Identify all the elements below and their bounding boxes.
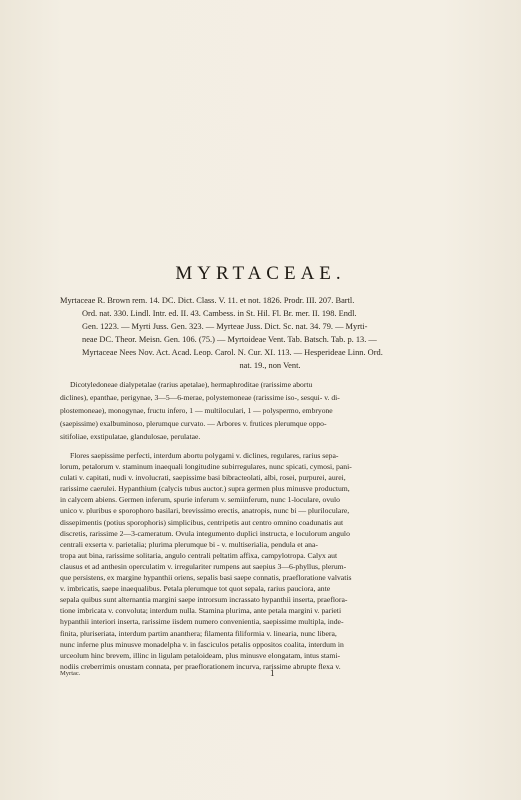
diagnosis-line: sitifoliae, exstipulatae, glandulosae, perulatae. (60, 432, 201, 442)
body-line: tione imbricata v. convoluta; interdum nulla. Stamina plurima, ante petala margini v. parieti (60, 606, 342, 616)
synonymy-line: nat. 19., non Vent. (239, 361, 301, 371)
body-line: unico v. pluribus e sporophoro basilari, brevissimo erectis, anatropis, nunc bi — pluriloculare, (60, 506, 350, 516)
body-line: v. imbricatis, saepe inaequalibus. Petala plerumque tot quot sepala, rarius pauciora, ante (60, 584, 331, 594)
body-line: in calycem abiens. Germen inferum, spurie inferum v. semiinferum, nunc 1-loculare, ovulo (60, 495, 341, 505)
synonymy-line: Myrtaceae Nees Nov. Act. Acad. Leop. Carol. N. Cur. XI. 113. — Hesperideae Linn. Ord. (82, 348, 383, 358)
synonymy-line: Ord. nat. 330. Lindl. Intr. ed. II. 43. Cambess. in St. Hil. Fl. Br. mer. II. 198. Endl. (82, 309, 357, 319)
diagnosis-line: (saepissime) exalbuminoso, plerumque curvato. — Arbores v. frutices plerumque oppo- (60, 419, 327, 429)
diagnosis-line: Dicotyledoneae dialypetalae (rarius apetalae), hermaphroditae (rarissime abortu (70, 380, 313, 389)
body-line: sepala quibus sunt alternantia margini saepe introrsum incrassato hypanthii inserta, praeflora- (60, 595, 348, 605)
body-line: tropa aut bina, rarissime solitaria, angulo centrali peltatim affixa, campylotropa. Calyx aut (60, 550, 338, 560)
body-line: nodiis creberrimis onustam connata, per praeflorationem incurva, rarissime abrupte flexa v. (60, 661, 341, 671)
synonymy-paragraph (60, 294, 480, 373)
description-paragraph (60, 450, 480, 672)
body-line: urceolum hinc brevem, illinc in ligulam petaloideam, plus minusve elongatam, intus stami- (60, 650, 341, 660)
body-line: discretis, rarissime 2—3-cameratum. Ovula integumento duplici instructa, e loculorum angulo (60, 528, 350, 538)
body-line: culati v. capitati, nudi v. involucrati, saepissime basi bibracteolati, albi, rosei, purpurei, aurei, (60, 473, 346, 483)
page-number: 1 (270, 668, 275, 678)
body-line: clausus et ad anthesin operculatim v. irregulariter rumpens aut saepius 3—6-phyllus, plerum- (60, 561, 347, 571)
body-line: que persistens, ex margine hypanthii oriens, sepalis basi saepe connatis, praefloratione valvatis (60, 573, 352, 583)
diagnosis-paragraph (60, 378, 480, 443)
body-line: rarissime caerulei. Hypanthium (calycis tubus auctor.) supra germen plus minusve productum, (60, 484, 350, 494)
signature-mark: Myrtac. (60, 670, 81, 677)
page-title: MYRTACEAE. (175, 263, 346, 284)
synonymy-line: Myrtaceae R. Brown rem. 14. DC. Dict. Class. V. 11. et not. 1826. Prodr. III. 207. Bartl. (60, 296, 355, 305)
synonymy-line: Gen. 1223. — Myrti Juss. Gen. 323. — Myrteae Juss. Dict. Sc. nat. 34. 79. — Myrti- (82, 322, 368, 332)
body-line: lorum, petalorum v. staminum inaequali longitudine subirregulares, nunc spicati, cymosi, pani- (60, 462, 352, 472)
body-line: dissepimentis (potius sporophoris) simplicibus, centripetis aut centro omnino coadunatis aut (60, 517, 344, 527)
body-line: centrali exserta v. parietalia; plurima plerumque bi - v. multiserialia, pendula et ana- (60, 539, 318, 549)
body-line: finita, pluriseriata, interdum partim ananthera; filamenta filiformia v. linearia, nunc libera, (60, 628, 337, 638)
body-line: Flores saepissime perfecti, interdum abortu polygami v. diclines, regulares, rarius sepa- (70, 451, 339, 460)
body-line: hypanthii interiori inserta, rarissime iisdem numero convenientia, saepissime multipla, inde- (60, 617, 344, 627)
diagnosis-line: diclines), epanthae, perigynae, 3—5—6-merae, polystemoneae (rarissime iso-, sesqui- v. di- (60, 393, 340, 403)
diagnosis-line: plostemoneae), monogynae, fructu infero, 1 — multiloculari, 1 — polyspermo, embryone (60, 406, 333, 416)
body-line: nunc inferne plus minusve monadelpha v. in fasciculos petalis oppositos coalita, interdum in (60, 639, 344, 649)
synonymy-line: neae DC. Theor. Meisn. Gen. 106. (75.) — Myrtoideae Vent. Tab. Batsch. Tab. p. 13. — (82, 335, 377, 345)
